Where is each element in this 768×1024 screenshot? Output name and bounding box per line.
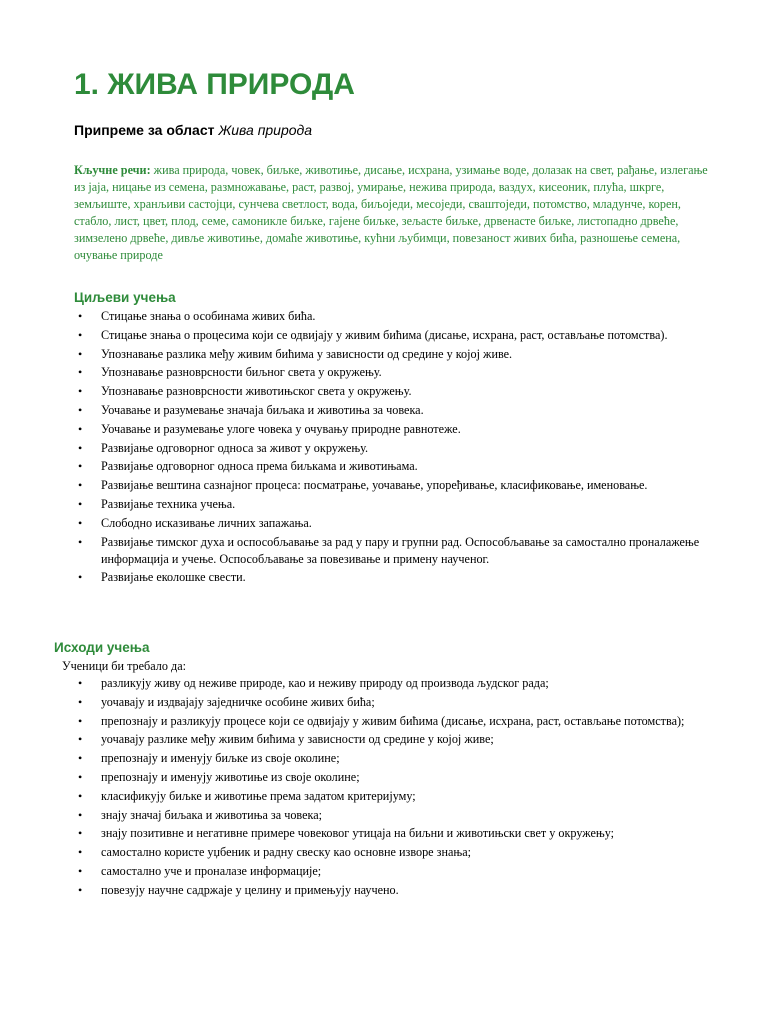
outcomes-heading: Исходи учења	[54, 640, 150, 655]
bullet-icon: •	[78, 402, 83, 417]
list-item-text: знају позитивне и негативне примере човековог утицаја на биљни и животињски свет у окружењу;	[101, 826, 615, 841]
list-item-text: уочавају и издвајају заједничке особине живих бића;	[101, 694, 375, 709]
list-item-text: повезују научне садржаје у целину и примењују научено.	[101, 882, 399, 897]
keywords-label: Кључне речи:	[74, 163, 151, 177]
list-item	[0, 534, 720, 568]
list-item-text: Упознавање разноврсности биљног света у окружењу.	[101, 365, 382, 380]
list-item-text: Развијање тимског духа и оспособљавање за рад у пару и групни рад. Оспособљавање за самостално проналажење информација и учење. Оспособљавање за повезивање и примену наученог.	[101, 534, 700, 566]
list-item-text: Упознавање разноврсности животињског света у окружењу.	[101, 384, 412, 399]
list-item	[0, 421, 720, 438]
list-item-text: Уочавање и разумевање значаја биљака и животиња за човека.	[101, 402, 424, 417]
bullet-icon: •	[78, 309, 83, 323]
bullet-icon: •	[78, 694, 83, 709]
bullet-icon: •	[78, 863, 83, 878]
list-item-text: Развијање одговорног односа према биљкама и животињама.	[101, 459, 418, 474]
bullet-icon: •	[78, 807, 83, 822]
goals-heading: Циљеви учења	[74, 290, 176, 305]
list-item-text: Стицање знања о особинама живих бића.	[101, 309, 316, 323]
subtitle-area: Жива природа	[218, 122, 313, 138]
list-item-text: Уочавање и разумевање улоге човека у очувању природне равнотеже.	[101, 421, 461, 436]
bullet-icon: •	[78, 713, 83, 728]
list-item	[0, 327, 720, 344]
list-item	[0, 731, 720, 748]
bullet-icon: •	[78, 788, 83, 803]
bullet-icon: •	[78, 676, 83, 690]
list-item-text: Развијање вештина сазнајног процеса: посматрање, уочавање, упоређивање, класификовање, именовање.	[101, 478, 648, 493]
list-item-text: Развијање одговорног односа за живот у окружењу.	[101, 440, 369, 455]
list-item-text: класификују биљке и животиње према задатом критеријуму;	[101, 788, 416, 803]
list-item	[0, 807, 720, 824]
bullet-icon: •	[78, 515, 83, 530]
list-item-text: уочавају разлике међу живим бићима у зависности од средине у којој живе;	[101, 732, 494, 747]
list-item	[0, 346, 720, 363]
bullet-icon: •	[78, 845, 83, 860]
keywords-text: жива природа, човек, биљке, животиње, дисање, исхрана, узимање воде, долазак на свет, рађање, излегање из јаја, ницање из семена, размножавање, раст, развој, умирање, нежива природа, ваздух, кисеоник, плућа, шкрге, земљиште, хранљиви састојци, сунчева светлост, вода, биљоједи, месоједи, сваштоједи, потомство, младунче, корен, стабло, лист, цвет, плод, семе, самоникле биљке, гајене биљке, зељасте биљке, дрвенасте биљке, листопадно дрвеће, зимзелено дрвеће, дивље животиње, домаће животиње, кућни љубимци, повезаност живих бића, разношење семена, очување природе	[74, 163, 708, 262]
bullet-icon: •	[78, 769, 83, 784]
list-item-text: препознају и именују биљке из своје околине;	[101, 751, 340, 766]
list-item	[0, 477, 720, 494]
list-item	[0, 496, 720, 513]
list-item	[0, 383, 720, 400]
bullet-icon: •	[78, 751, 83, 766]
bullet-icon: •	[78, 570, 83, 585]
list-item-text: Развијање техника учења.	[101, 496, 236, 511]
list-item	[0, 788, 720, 805]
list-item	[0, 675, 720, 692]
bullet-icon: •	[78, 882, 83, 897]
list-item	[0, 769, 720, 786]
list-item	[0, 750, 720, 767]
list-item	[0, 569, 720, 586]
list-item	[0, 863, 720, 880]
list-item	[0, 402, 720, 419]
outcomes-list	[0, 675, 720, 901]
list-item-text: Стицање знања о процесима који се одвијају у живим бићима (дисање, исхрана, раст, остављање потомства).	[101, 327, 668, 342]
list-item-text: разликују живу од неживе природе, као и неживу природу од производа људског рада;	[101, 676, 549, 690]
list-item-text: знају значај биљака и животиња за човека;	[101, 807, 323, 822]
bullet-icon: •	[78, 732, 83, 747]
list-item	[0, 825, 720, 842]
list-item-text: самостално користе уџбеник и радну свеску као основне изворе знања;	[101, 845, 471, 860]
list-item	[0, 882, 720, 899]
list-item-text: Развијање еколошке свести.	[101, 570, 246, 585]
list-item	[0, 308, 720, 325]
subtitle	[74, 120, 312, 140]
goals-list	[0, 308, 720, 588]
bullet-icon: •	[78, 459, 83, 474]
list-item-text: самостално уче и проналазе информације;	[101, 863, 322, 878]
bullet-icon: •	[78, 421, 83, 436]
list-item	[0, 458, 720, 475]
bullet-icon: •	[78, 327, 83, 342]
bullet-icon: •	[78, 478, 83, 493]
list-item	[0, 440, 720, 457]
list-item	[0, 694, 720, 711]
bullet-icon: •	[78, 440, 83, 455]
keywords-paragraph	[74, 162, 714, 264]
bullet-icon: •	[78, 826, 83, 841]
list-item	[0, 515, 720, 532]
page-title: 1. ЖИВА ПРИРОДА	[74, 68, 355, 101]
bullet-icon: •	[78, 496, 83, 511]
list-item-text: препознају и именују животиње из своје околине;	[101, 769, 360, 784]
bullet-icon: •	[78, 534, 83, 549]
bullet-icon: •	[78, 384, 83, 399]
list-item	[0, 713, 720, 730]
list-item-text: Упознавање разлика међу живим бићима у зависности од средине у којој живе.	[101, 346, 513, 361]
bullet-icon: •	[78, 365, 83, 380]
list-item	[0, 844, 720, 861]
outcomes-intro: Ученици би требало да:	[62, 659, 186, 673]
bullet-icon: •	[78, 346, 83, 361]
list-item	[0, 364, 720, 381]
list-item-text: препознају и разликују процесе који се одвијају у живим бићима (дисање, исхрана, раст, остављање потомства);	[101, 713, 685, 728]
list-item-text: Слободно исказивање личних запажања.	[101, 515, 312, 530]
subtitle-prefix: Припреме за област	[74, 122, 215, 138]
